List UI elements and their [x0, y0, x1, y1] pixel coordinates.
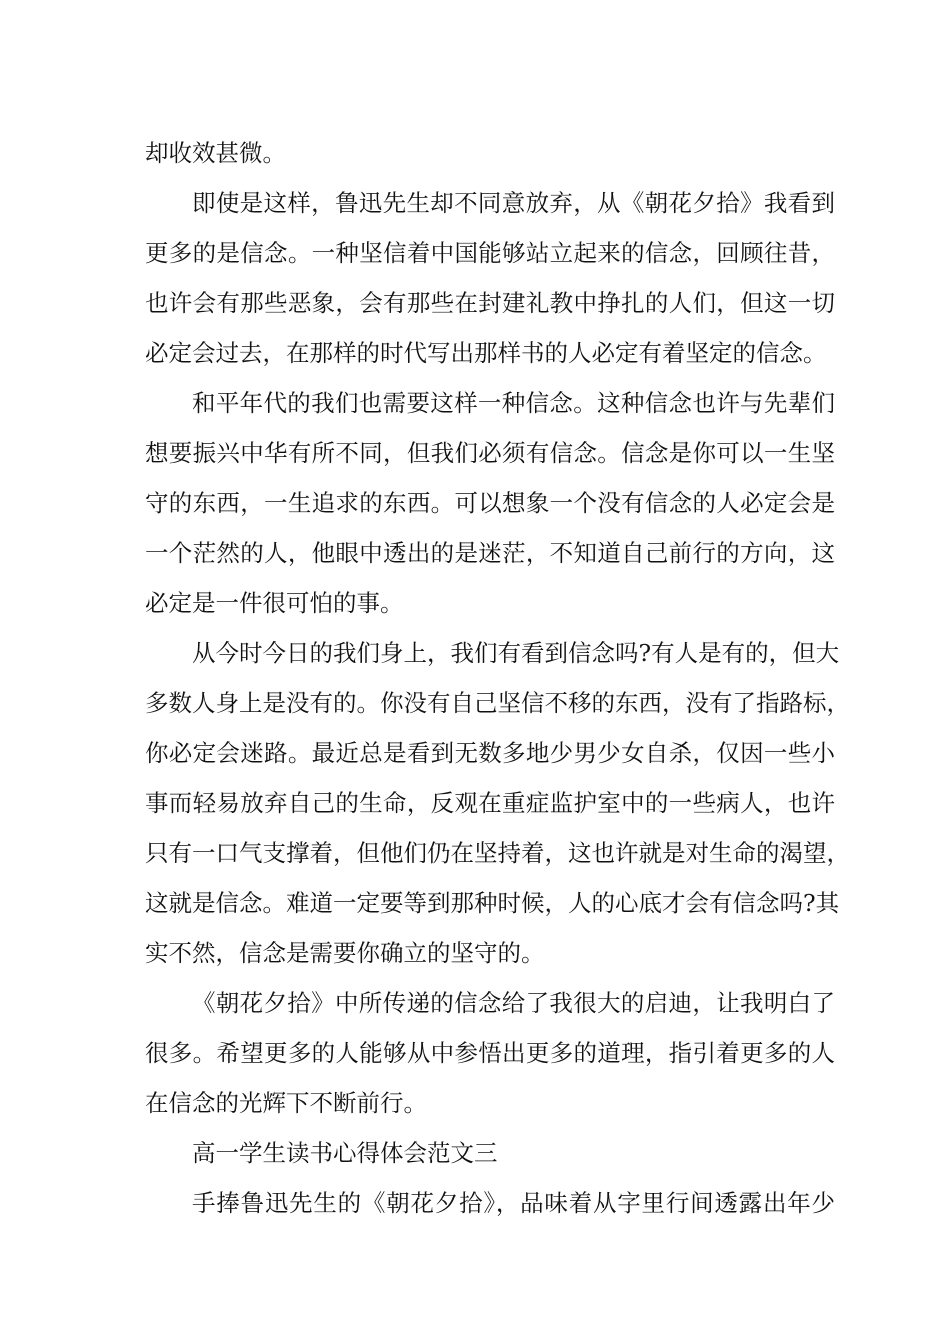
text-line: 和平年代的我们也需要这样一种信念。这种信念也许与先辈们 [192, 389, 835, 417]
text-line: 想要振兴中华有所不同，但我们必须有信念。信念是你可以一生坚 [145, 439, 835, 467]
text-line: 很多。希望更多的人能够从中参悟出更多的道理，指引着更多的人 [145, 1039, 835, 1067]
text-line: 只有一口气支撑着，但他们仍在坚持着，这也许就是对生命的渴望， [145, 839, 850, 867]
text-line: 却收效甚微。 [145, 139, 286, 167]
text-line: 这就是信念。难道一定要等到那种时候，人的心底才会有信念吗?其 [145, 889, 840, 917]
text-line: 事而轻易放弃自己的生命，反观在重症监护室中的一些病人，也许 [145, 789, 835, 817]
text-line: 实不然，信念是需要你确立的坚守的。 [145, 939, 545, 967]
text-line: 高一学生读书心得体会范文三 [192, 1139, 498, 1167]
text-line: 守的东西，一生追求的东西。可以想象一个没有信念的人必定会是 [145, 489, 835, 517]
text-line: 《朝花夕拾》中所传递的信念给了我很大的启迪，让我明白了 [192, 989, 835, 1017]
text-line: 从今时今日的我们身上，我们有看到信念吗?有人是有的，但大 [192, 639, 840, 667]
text-line: 必定会过去，在那样的时代写出那样书的人必定有着坚定的信念。 [145, 339, 827, 367]
document-body [145, 128, 850, 1228]
text-line: 你必定会迷路。最近总是看到无数多地少男少女自杀，仅因一些小 [145, 739, 835, 767]
text-line: 必定是一件很可怕的事。 [145, 589, 404, 617]
text-line: 在信念的光辉下不断前行。 [145, 1089, 427, 1117]
text-line: 手捧鲁迅先生的《朝花夕拾》，品味着从字里行间透露出年少 [192, 1189, 835, 1217]
text-line: 更多的是信念。一种坚信着中国能够站立起来的信念，回顾往昔， [145, 239, 835, 267]
text-line: 也许会有那些恶象，会有那些在封建礼教中挣扎的人们，但这一切 [145, 289, 835, 317]
text-line: 多数人身上是没有的。你没有自己坚信不移的东西，没有了指路标， [145, 689, 850, 717]
text-line: 即使是这样，鲁迅先生却不同意放弃，从《朝花夕拾》我看到 [192, 189, 835, 217]
text-line: 一个茫然的人，他眼中透出的是迷茫，不知道自己前行的方向，这 [145, 539, 835, 567]
